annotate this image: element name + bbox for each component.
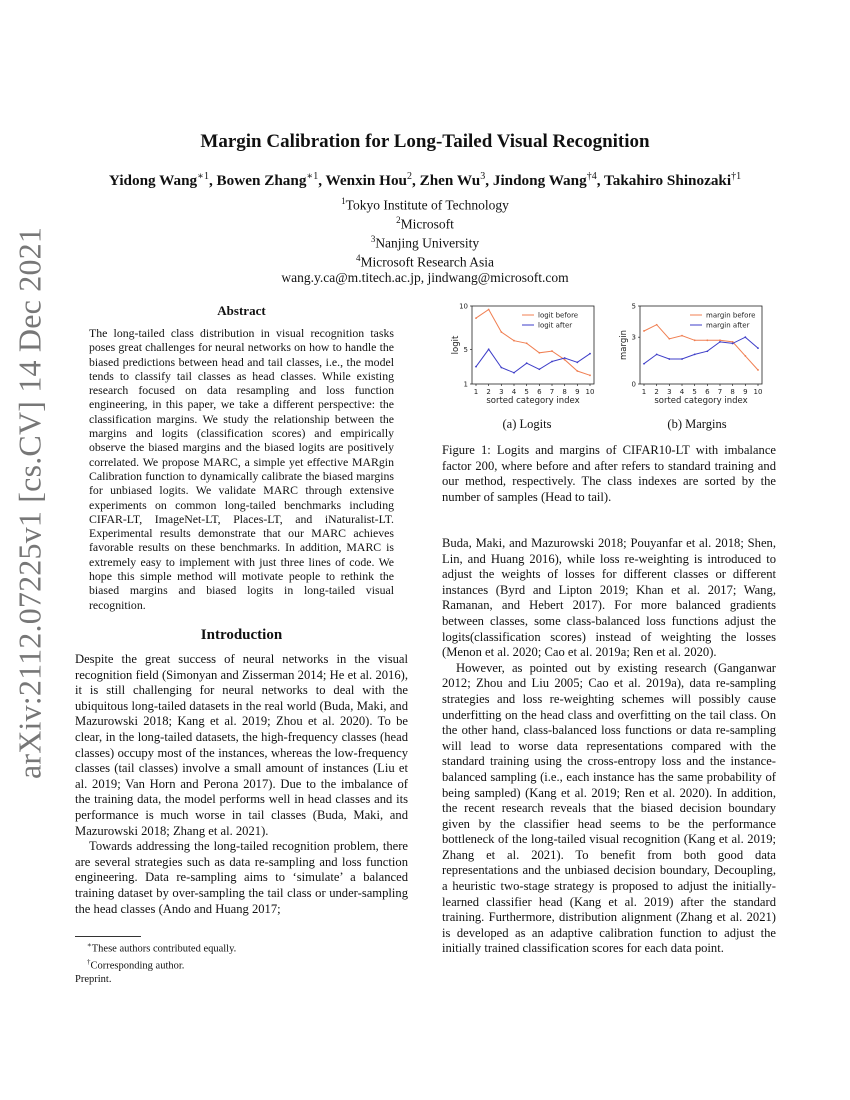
figure-caption: Figure 1: Logits and margins of CIFAR10-LT with imbalance factor 200, where before and after refers to standard training and our method, respectively. The class indexes are sorted by the number of samples (Head to tail).: [442, 443, 776, 504]
data-point: [719, 339, 721, 341]
data-point: [732, 343, 734, 345]
x-tick-label: 6: [537, 388, 542, 396]
legend-label: logit after: [538, 321, 573, 330]
margins-chart: [614, 296, 776, 414]
author-emails: wang.y.ca@m.titech.ac.jp, jindwang@microsoft.com: [281, 269, 569, 285]
data-point: [500, 367, 502, 369]
data-point: [681, 335, 683, 337]
footnote-rule: [75, 936, 141, 937]
data-point: [513, 340, 515, 342]
y-tick-label: 5: [463, 345, 468, 354]
x-tick-label: 2: [654, 388, 659, 396]
data-point: [719, 341, 721, 343]
data-point: [551, 350, 553, 352]
data-point: [488, 348, 490, 350]
x-tick-label: 5: [524, 388, 529, 396]
author-mark: ∗1: [306, 171, 319, 182]
data-point: [576, 361, 578, 363]
footnote: †Corresponding author.: [87, 957, 185, 972]
data-point: [564, 357, 566, 359]
author-mark: 3: [480, 171, 486, 182]
logits-chart: [446, 296, 602, 414]
x-axis-label: sorted category index: [486, 396, 580, 406]
y-axis-label: margin: [619, 330, 629, 360]
x-tick-label: 4: [679, 388, 685, 396]
series-line: [476, 349, 590, 372]
author: Takahiro Shinozaki: [604, 172, 732, 190]
introduction-body: [75, 652, 408, 917]
y-axis-label: logit: [451, 335, 461, 355]
legend-label: margin after: [706, 321, 750, 330]
x-tick-label: 10: [585, 388, 595, 396]
data-point: [526, 342, 528, 344]
data-point: [744, 336, 746, 338]
data-point: [694, 339, 696, 341]
footnote: ∗These authors contributed equally.: [87, 941, 237, 955]
data-point: [475, 317, 477, 319]
y-tick-label: 10: [459, 302, 468, 311]
data-point: [488, 309, 490, 311]
paragraph: Despite the great success of neural networks in the visual recognition field (Simonyan and Zisserman 2014; He et al. 2016), it is still challenging for neural networks to deal with the ubiquitous long-tailed datasets in the real world (Buda, Maki, and Mazurowski 2018; Kang et al. 2019; Zhou et al. 2020). To be clear, in the long-tailed datasets, the high-frequency classes (head classes) occupy most of the instances, whereas the low-frequency classes (tail classes) involve a small amount of instances (Liu et al. 2019; Van Horn and Perona 2017). Due to the imbalance of the training data, the model performs well in head classes and its performance is much worse in tail classes (Buda, Maki, and Mazurowski 2018; Zhang et al. 2021).: [75, 652, 408, 838]
paper-title: Margin Calibration for Long-Tailed Visual Recognition: [200, 131, 650, 152]
author: Jindong Wang: [492, 172, 587, 190]
x-tick-label: 10: [753, 388, 763, 396]
arxiv-identifier: [8, 226, 52, 780]
data-point: [668, 358, 670, 360]
y-tick-label: 5: [631, 302, 636, 311]
data-point: [589, 353, 591, 355]
introduction-heading: Introduction: [200, 627, 283, 643]
data-point: [589, 374, 591, 376]
x-tick-label: 7: [717, 388, 723, 396]
data-point: [757, 347, 759, 349]
data-point: [475, 366, 477, 368]
paragraph: Towards addressing the long-tailed recognition problem, there are several strategies such as data re-sampling and loss function engineering. Data re-sampling aims to ‘simulate’ a balanced training dataset by over-sampling the tail class or under-sampling the head classes (Ando and Huang 2017;: [75, 839, 408, 916]
x-tick-label: 9: [743, 388, 748, 396]
x-tick-label: 1: [641, 388, 647, 396]
x-tick-label: 4: [511, 388, 517, 396]
paragraph: Buda, Maki, and Mazurowski 2018; Pouyanfar et al. 2018; Shen, Lin, and Huang 2016), while loss re-weighting is introduced to adjust the weights of losses for different classes or different instances (Byrd and Lipton 2019; Khan et al. 2017; Wang, Ramanan, and Hebert 2017). For more balanced gradients between classes, some class-balanced loss functions adjust the logits(classification scores) instead of weighting the losses (Menon et al. 2020; Cao et al. 2019a; Ren et al. 2020).: [442, 536, 776, 660]
x-tick-label: 9: [575, 388, 580, 396]
author: Zhen Wu: [419, 172, 481, 190]
x-tick-label: 7: [549, 388, 555, 396]
abstract-heading: Abstract: [217, 303, 266, 318]
series-line: [644, 325, 758, 370]
author: Yidong Wang: [108, 172, 198, 190]
data-point: [656, 353, 658, 355]
data-point: [744, 355, 746, 357]
author-mark: †4: [586, 171, 597, 182]
data-point: [538, 352, 540, 354]
data-point: [526, 362, 528, 364]
author-mark: †1: [731, 171, 742, 182]
y-tick-label: 3: [631, 333, 636, 342]
legend-label: logit before: [538, 311, 579, 320]
data-point: [757, 369, 759, 371]
x-tick-label: 3: [667, 388, 672, 396]
data-point: [564, 359, 566, 361]
affiliation: $^1$Tokyo Institute of Technology: [341, 196, 509, 213]
x-tick-label: 8: [730, 388, 735, 396]
author-list: Yidong Wang$^{∗1}$, Bowen Zhang$^{∗1}$, Wenxin Hou$^2$, Zhen Wu$^3$, Jindong Wang$^{\dagger 4}$, Takahiro Shinozaki$^{\dagger 1}$: [108, 171, 742, 190]
x-tick-label: 2: [486, 388, 491, 396]
data-point: [643, 330, 645, 332]
data-point: [668, 338, 670, 340]
x-axis-label: sorted category index: [654, 396, 748, 406]
x-tick-label: 5: [692, 388, 697, 396]
arxiv-identifier-text: arXiv:2112.07225v1 [cs.CV] 14 Dec 2021: [11, 226, 48, 780]
legend-label: margin before: [706, 311, 756, 320]
affiliations: [0, 194, 850, 285]
figure-margins: [614, 296, 776, 419]
footnotes: [75, 939, 408, 986]
x-tick-label: 1: [473, 388, 479, 396]
x-tick-label: 6: [705, 388, 710, 396]
data-point: [694, 353, 696, 355]
subcaption-margins: (b) Margins: [667, 417, 727, 431]
data-point: [538, 368, 540, 370]
author: Wenxin Hou: [325, 172, 407, 190]
subcaption-logits: (a) Logits: [502, 417, 552, 431]
y-tick-label: 1: [463, 380, 468, 389]
paragraph: However, as pointed out by existing research (Ganganwar 2012; Zhou and Liu 2005; Cao et al. 2019a), data re-sampling strategies and loss re-weighting schemes will possibly cause underfitting on the head class and overfitting on the tail class. On the other hand, class-balanced loss functions or data re-sampling will lead to worse data representations compared with the standard training using the cross-entropy loss and the instance-balanced sampling (i.e., each instance has the same probability of being sampled) (Kang et al. 2019; Ren et al. 2020). In addition, the recent research reveals that the biased decision boundary given by the classifier head seems to be the performance bottleneck of the long-tailed visual recognition (Kang et al. 2019; Zhang et al. 2021). To benefit from both good data representations and the unbiased decision boundary, Decoupling, a heuristic two-stage strategy is proposed to adjust the initially-learned classifier head (Kang et al. 2019) after the standard training. Furthermore, distribution alignment (Zhang et al. 2021) is developed as an adaptive calibration function to adjust the initially trained classification scores for each data point.: [442, 660, 776, 956]
figure-logits: [446, 296, 602, 419]
affiliation: $^4$Microsoft Research Asia: [356, 252, 494, 270]
data-point: [656, 324, 658, 326]
y-tick-label: 0: [631, 380, 636, 389]
abstract-text: The long-tailed class distribution in visual recognition tasks poses great challenges for neural networks on how to handle the biased predictions between head and tail classes, i.e., the model tends to classify tail classes as head classes. While existing research focused on data resampling and loss function engineering, in this paper, we take a different perspective: the classification margins. We study the relationship between the margins and logits (classification scores) and empirically observe the biased margins and the biased logits are positively correlated. We propose MARC, a simple yet effective MARgin Calibration function to dynamically calibrate the biased margins for unbiased logits. We validate MARC through extensive experiments on common long-tailed benchmarks including CIFAR-LT, ImageNet-LT, Places-LT, and iNaturalist-LT. Experimental results demonstrate that our MARC achieves favorable results on these benchmarks. In addition, MARC is extremely easy to implement with just three lines of code. We hope this simple method will motivate people to rethink the biased margins and biased logits in long-tailed visual recognition.: [89, 326, 394, 612]
data-point: [513, 372, 515, 374]
data-point: [643, 363, 645, 365]
affiliation: $^3$Nanjing University: [370, 233, 480, 251]
data-point: [500, 331, 502, 333]
affiliation: $^2$Microsoft: [396, 214, 454, 232]
author-mark: 2: [407, 171, 412, 182]
right-column-body: [442, 536, 776, 957]
data-point: [576, 370, 578, 372]
data-point: [732, 341, 734, 343]
data-point: [681, 358, 683, 360]
data-point: [706, 350, 708, 352]
data-point: [706, 339, 708, 341]
data-point: [551, 361, 553, 363]
footnote: Preprint.: [75, 973, 112, 985]
author: Bowen Zhang: [216, 172, 307, 190]
x-tick-label: 3: [499, 388, 504, 396]
x-tick-label: 8: [562, 388, 567, 396]
author-mark: ∗1: [197, 171, 209, 182]
